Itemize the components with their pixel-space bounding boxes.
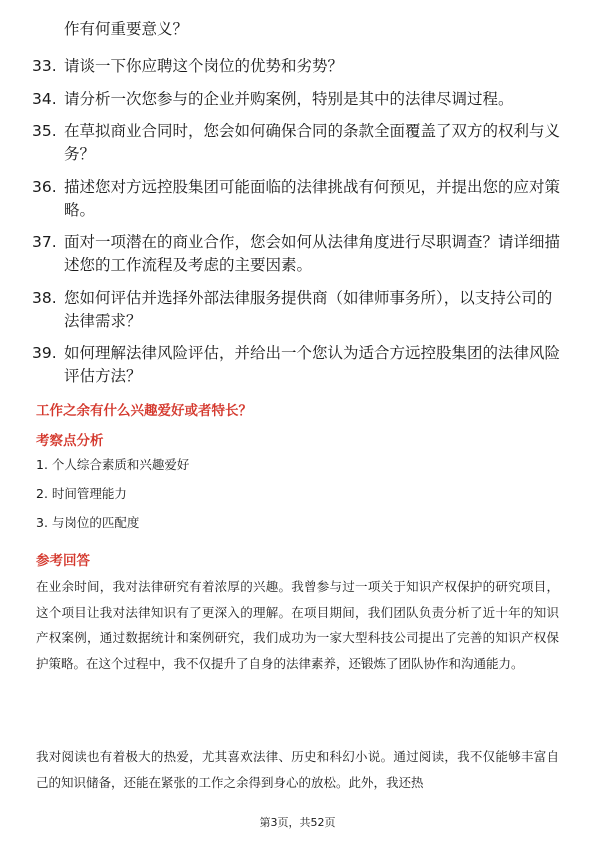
question-item: [32, 55, 562, 78]
question-number: 36.: [32, 177, 57, 196]
question-text: 面对一项潜在的商业合作，您会如何从法律角度进行尽职调查？请详细描述您的工作流程及考虑的主要因素。: [64, 233, 561, 274]
question-number: 33.: [32, 57, 57, 75]
question-item: [32, 176, 562, 222]
question-text: 您如何评估并选择外部法律服务提供商（如律师事务所），以支持公司的法律需求？: [64, 288, 553, 330]
question-item: [32, 287, 562, 333]
question-text: 在草拟商业合同时，您会如何确保合同的条款全面覆盖了双方的权利与义务？: [64, 122, 561, 163]
question-item: [32, 120, 562, 166]
section-heading: 工作之余有什么兴趣爱好或者特长？: [36, 403, 252, 419]
question-list: [32, 55, 562, 398]
answer-paragraph: 我对阅读也有着极大的热爱，尤其喜欢法律、历史和科幻小说。通过阅读，我不仅能够丰富自己的知识储备，还能在紧张的工作之余得到身心的放松。此外，我还热: [36, 749, 559, 790]
answer-paragraph: 在业余时间，我对法律研究有着浓厚的兴趣。我曾参与过一项关于知识产权保护的研究项目，这个项目让我对法律知识有了更深入的理解。在项目期间，我们团队负责分析了近十年的知识产权案例，通过数据统计和案例研究，我们成功为一家大型科技公司提出了完善的知识产权保护策略。在这个过程中，我不仅提升了自身的法律素养，还锻炼了团队协作和沟通能力。: [36, 579, 559, 671]
question-text: 请谈一下你应聘这个岗位的优势和劣势？: [64, 57, 344, 75]
question-number: 39.: [32, 344, 57, 362]
question-continuation: 作有何重要意义？: [64, 20, 189, 38]
analysis-point: 1. 个人综合素质和兴趣爱好: [36, 457, 190, 472]
question-text: 描述您对方远控股集团可能面临的法律挑战有何预见，并提出您的应对策略。: [64, 177, 561, 219]
question-item: [32, 88, 562, 111]
question-number: 37.: [32, 233, 57, 251]
analysis-heading: 考察点分析: [36, 433, 104, 449]
question-text: 请分析一次您参与的企业并购案例，特别是其中的法律尽调过程。: [64, 89, 514, 108]
page-footer: 第3页，共52页: [259, 816, 336, 829]
analysis-point: 3. 与岗位的匹配度: [36, 515, 140, 530]
question-number: 38.: [32, 288, 57, 307]
question-text: 如何理解法律风险评估，并给出一个您认为适合方远控股集团的法律风险评估方法？: [64, 344, 561, 385]
analysis-point: 2. 时间管理能力: [36, 486, 127, 501]
question-number: 34.: [32, 89, 57, 108]
answer-heading: 参考回答: [36, 553, 90, 569]
question-number: 35.: [32, 122, 57, 140]
analysis-points: [36, 456, 189, 543]
question-item: [32, 231, 562, 277]
question-item: [32, 342, 562, 388]
